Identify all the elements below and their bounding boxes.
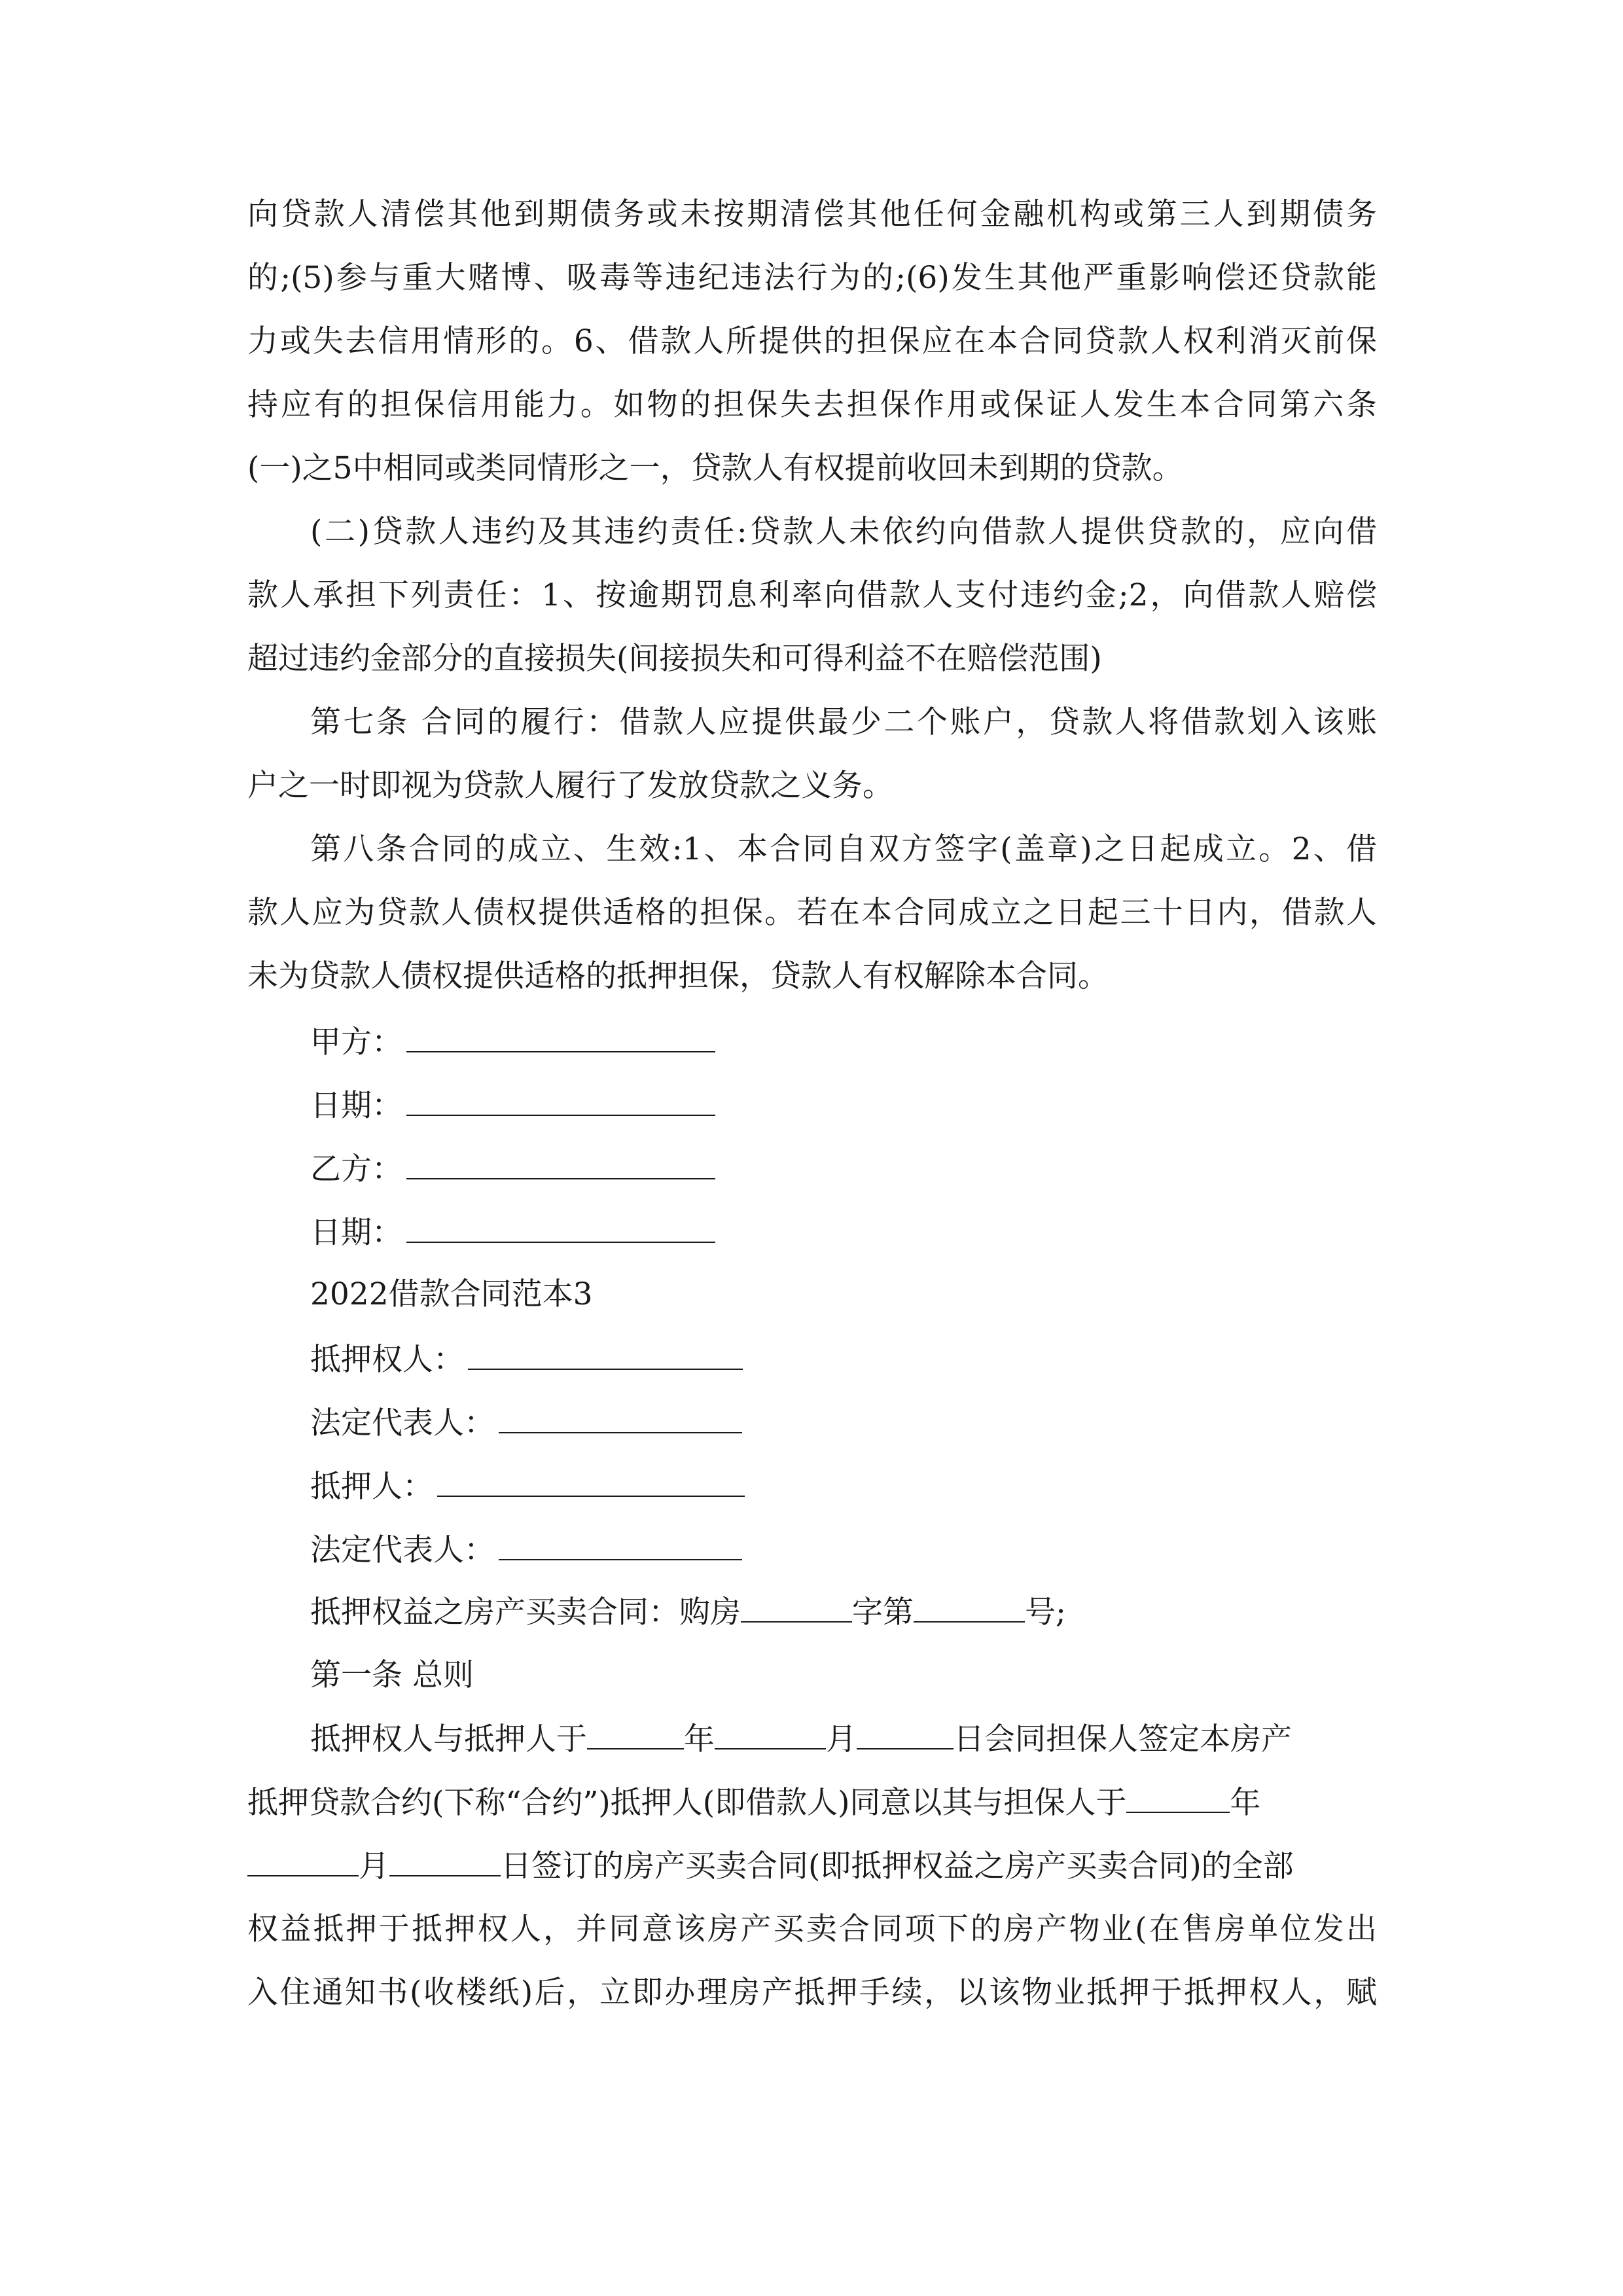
month-blank[interactable] [247, 1846, 359, 1876]
signature-date-1 [310, 1085, 715, 1124]
article-1-line-3 [247, 1846, 1294, 1886]
section-title: 2022借款合同范本3 [310, 1276, 593, 1312]
body-line: 户之一时即视为贷款人履行了发放贷款之义务。 [247, 768, 893, 804]
contract-ref-blank-1[interactable] [741, 1592, 852, 1623]
body-line: 第七条 合同的履行：借款人应提供最少二个账户，贷款人将借款划入该账 [310, 704, 1377, 740]
month-blank[interactable] [715, 1719, 826, 1749]
body-line: 持应有的担保信用能力。如物的担保失去担保作用或保证人发生本合同第六条 [247, 387, 1377, 423]
text-span: 抵押权人与抵押人于 [310, 1721, 587, 1757]
body-line: 款人应为贷款人债权提供适格的担保。若在本合同成立之日起三十日内，借款人 [247, 895, 1377, 931]
text-span: 月 [826, 1721, 857, 1757]
party-a-blank[interactable] [406, 1021, 715, 1052]
text-span: 抵押贷款合约(下称“合约”)抵押人(即借款人)同意以其与担保人于 [247, 1785, 1127, 1821]
day-blank[interactable] [389, 1846, 501, 1876]
legal-rep-2-label: 法定代表人： [310, 1532, 495, 1568]
legal-rep-row-1 [310, 1402, 742, 1441]
mortgagee-blank[interactable] [468, 1338, 743, 1370]
article-1-line-2 [247, 1783, 1260, 1822]
legal-rep-1-label: 法定代表人： [310, 1405, 495, 1441]
body-line: (二)贷款人违约及其违约责任:贷款人未依约向借款人提供贷款的，应向借 [310, 514, 1377, 550]
text-span: 年 [1230, 1785, 1261, 1821]
signature-party-a [310, 1021, 715, 1060]
mortgagor-blank[interactable] [437, 1465, 745, 1497]
body-line: 第八条合同的成立、生效:1、本合同自双方签字(盖章)之日起成立。2、借 [310, 831, 1377, 867]
legal-rep-row-2 [310, 1529, 742, 1568]
article-1-line-4: 权益抵押于抵押权人，并同意该房产买卖合同项下的房产物业(在售房单位发出 [247, 1911, 1377, 1947]
party-b-label: 乙方： [310, 1151, 402, 1187]
body-line: 未为贷款人债权提供适格的抵押担保，贷款人有权解除本合同。 [247, 958, 1109, 994]
text-span: 日签订的房产买卖合同(即抵押权益之房产买卖合同)的全部 [501, 1848, 1294, 1884]
text-span: 年 [684, 1721, 715, 1757]
contract-ref-text-c: 号; [1025, 1594, 1066, 1630]
party-b-blank[interactable] [406, 1148, 715, 1179]
article-1-line-1 [310, 1719, 1292, 1759]
body-line: 的;(5)参与重大赌博、吸毒等违纪违法行为的;(6)发生其他严重影响偿还贷款能 [247, 260, 1377, 296]
contract-reference [310, 1592, 1066, 1632]
body-line: (一)之5中相同或类同情形之一，贷款人有权提前收回未到期的贷款。 [247, 450, 1183, 486]
legal-rep-1-blank[interactable] [499, 1402, 742, 1433]
article-1-line-5: 入住通知书(收楼纸)后，立即办理房产抵押手续，以该物业抵押于抵押权人，赋 [247, 1975, 1377, 2011]
legal-rep-2-blank[interactable] [499, 1529, 742, 1560]
article-1-title: 第一条 总则 [310, 1657, 474, 1693]
signature-party-b [310, 1148, 715, 1187]
body-line: 力或失去信用情形的。6、借款人所提供的担保应在本合同贷款人权利消灭前保 [247, 323, 1377, 359]
year-blank[interactable] [587, 1719, 684, 1749]
mortgagee-row [310, 1338, 743, 1378]
date-2-label: 日期： [310, 1215, 402, 1251]
body-line: 向贷款人清偿其他到期债务或未按期清偿其他任何金融机构或第三人到期债务 [247, 196, 1377, 232]
signature-date-2 [310, 1211, 715, 1251]
mortgagor-label: 抵押人： [310, 1469, 433, 1505]
text-span: 日会同担保人签定本房产 [954, 1721, 1292, 1757]
body-line: 款人承担下列责任：1、按逾期罚息利率向借款人支付违约金;2，向借款人赔偿 [247, 577, 1377, 613]
body-line: 超过违约金部分的直接损失(间接损失和可得利益不在赔偿范围) [247, 641, 1102, 677]
contract-ref-text-a: 抵押权益之房产买卖合同：购房 [310, 1594, 741, 1630]
contract-ref-blank-2[interactable] [914, 1592, 1025, 1623]
year-blank[interactable] [1126, 1783, 1230, 1813]
date-1-blank[interactable] [406, 1085, 715, 1116]
date-1-label: 日期： [310, 1088, 402, 1124]
mortgagee-label: 抵押权人： [310, 1342, 464, 1378]
date-2-blank[interactable] [406, 1211, 715, 1243]
party-a-label: 甲方： [310, 1024, 402, 1060]
day-blank[interactable] [857, 1719, 954, 1749]
mortgagor-row [310, 1465, 745, 1505]
text-span: 月 [359, 1848, 389, 1884]
contract-ref-text-b: 字第 [852, 1594, 914, 1630]
